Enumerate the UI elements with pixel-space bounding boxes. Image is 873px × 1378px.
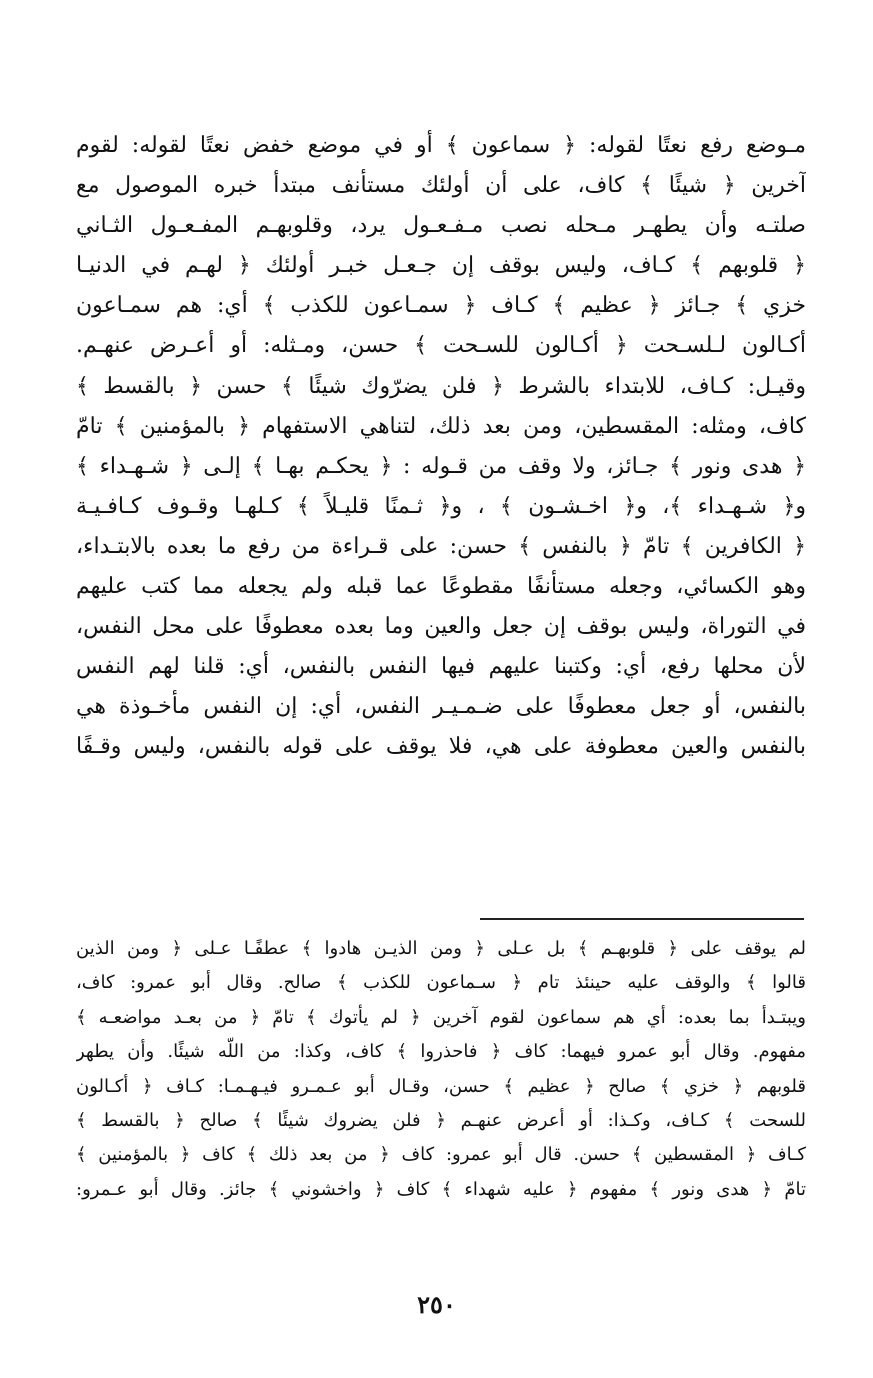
page-number: ٢٥٠ <box>417 1290 456 1319</box>
main-text-line: كاف، ومثله: المقسطين، ومن بعد ذلك، لتناهي الاستفهام ﴿ بالمؤمنين ﴾ تامّ <box>76 413 806 439</box>
main-text-block <box>76 126 806 768</box>
main-text-line: أكـالون لـلسـحت ﴿ أكـالون للسـحت ﴾ حسن، ومـثله: أو أعـرض عنهـم. <box>76 333 806 359</box>
main-text-line: آخرين ﴿ شيئًا ﴾ كاف، على أن أولئك مستأنف مبتدأ خبره الموصول مع <box>76 173 806 199</box>
main-text-line: لأن محلها رفع، أي: وكتبنا عليهم فيها النفس بالنفس، أي: قلنا لهم النفس <box>76 654 806 680</box>
main-text-line: بالنفس، أو جعل معطوفًا على ضـمـيـر النفس، أي: إن النفس مأخـوذة هي <box>76 694 806 720</box>
footnote-line: تامّ ﴿ هدى ونور ﴾ مفهوم ﴿ عليه شهداء ﴾ كاف ﴿ واخشوني ﴾ جائز. وقال أبو عـمرو: <box>76 1178 806 1200</box>
main-text-line: خزي ﴾ جـائز ﴿ عظيم ﴾ كـاف ﴿ سمـاعون للكذب ﴾ أي: هم سمـاعون <box>76 293 806 319</box>
main-text-line: ﴿ هدى ونور ﴾ جـائز، ولا وقف من قـوله : ﴿ يحكـم بهـا ﴾ إلـى ﴿ شـهـداء ﴾ <box>76 453 806 479</box>
main-text-line: و﴿ شـهـداء ﴾، و﴿ اخـشـون ﴾ ، و﴿ ثـمنًا قليـلاً ﴾ كـلهـا وقـوف كـافـيـة <box>76 493 806 519</box>
footnote-line: للسحت ﴾ كـاف، وكـذا: أو أعرض عنهـم ﴿ فلن يضروك شيئًا ﴾ صالح ﴿ بالقسط ﴾ <box>76 1110 806 1132</box>
footnote-divider <box>480 918 804 920</box>
footnote-line: كـاف ﴿ المقسطين ﴾ حسن. قال أبو عمرو: كاف ﴿ من بعد ذلك ﴾ كاف ﴿ بالمؤمنين ﴾ <box>76 1144 806 1166</box>
footnote-line: قلوبهم ﴿ خزي ﴾ صالح ﴿ عظيم ﴾ حسن، وقـال أبو عـمـرو فيـهـمـا: كـاف ﴿ أكـالون <box>76 1075 806 1097</box>
footnote-line: لم يوقف على ﴿ قلوبهـم ﴾ بل عـلى ﴿ ومن الذيـن هادوا ﴾ عطفًـا عـلى ﴿ ومن الذين <box>76 938 806 959</box>
main-text-line: بالنفس والعين معطوفة على هي، فلا يوقف على قوله بالنفس، وليس وقـفًا <box>76 734 806 760</box>
footnotes-block <box>76 932 806 1207</box>
main-text-line: صلتـه وأن يطهـر مـحله نصب مـفـعـول يرد، وقلوبهـم المفـعـول الثـاني <box>76 213 806 239</box>
footnote-line: ويبتـدأ بما بعده: أي هم سماعون لقوم آخرين ﴿ لم يأتوك ﴾ تامّ ﴿ من بعـد مواضعـه ﴾ <box>76 1006 806 1028</box>
main-text-line: مـوضع رفع نعتًا لقوله: ﴿ سماعون ﴾ أو في موضع خفض نعتًا لقوله: لقوم <box>76 133 806 158</box>
main-text-line: وهو الكسائي، وجعله مستأنفًا مقطوعًا عما قبله ولم يجعله مما كتب عليهم <box>76 574 806 600</box>
main-text-line: وقيـل: كـاف، للابتداء بالشرط ﴿ فلن يضرّوك شيئًا ﴾ حسن ﴿ بالقسط ﴾ <box>76 373 806 399</box>
main-text-line: في التوراة، وليس بوقف إن جعل والعين وما بعده معطوفًا على محل النفس، <box>76 614 806 640</box>
main-text-line: ﴿ الكافرين ﴾ تامّ ﴿ بالنفس ﴾ حسن: على قـراءة من رفع ما بعده بالابتـداء، <box>76 533 806 559</box>
main-text-line: ﴿ قلوبهم ﴾ كـاف، وليس بوقف إن جـعـل خبـر أولئك ﴿ لهـم في الدنيـا <box>76 253 806 279</box>
footnote-line: قالوا ﴾ والوقف عليه حينئذ تام ﴿ سـماعون للكذب ﴾ صالح. وقال أبو عمرو: كاف، <box>76 972 806 994</box>
footnote-line: مفهوم. وقال أبو عمرو فيهما: كاف ﴿ فاحذروا ﴾ كاف، وكذا: من اللّه شيئًا. وأن يطهر <box>76 1041 806 1063</box>
